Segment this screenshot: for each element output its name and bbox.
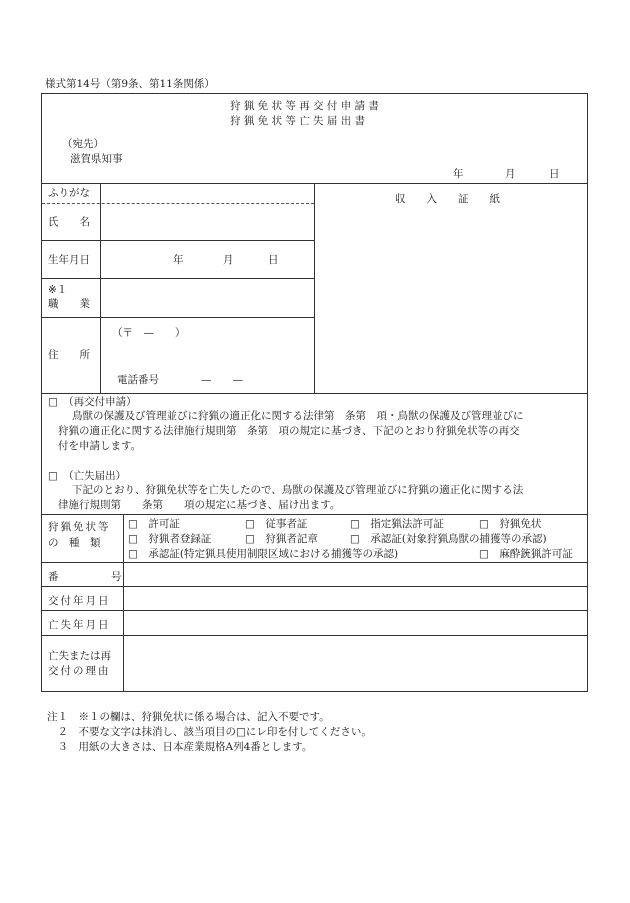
kind-method-permit: □ 指定猟法許可証 <box>350 518 444 530</box>
note-mark: ※１ <box>48 284 68 296</box>
occupation-label: 職 業 <box>48 298 90 310</box>
kind-badge: □ 狩猟者記章 <box>245 533 318 545</box>
date-month: 月 <box>505 168 516 180</box>
address-label: 住 所 <box>48 349 90 361</box>
phone-number: 電話番号 — — <box>117 374 243 386</box>
kind-registration: □ 狩猟者登録証 <box>128 533 212 545</box>
note-3: ３ 用紙の大きさは、日本産業規格A列4番とします。 <box>47 741 313 753</box>
birth-month: 月 <box>223 254 234 266</box>
kind-label-1: 狩猟免状等 <box>48 521 111 533</box>
kind-approval-area: □ 承認証(特定猟具使用制限区域における捕獲等の承認) <box>128 548 399 560</box>
reissue-text-3: 付を申請します。 <box>58 440 142 452</box>
reissue-checkbox-title: □ （再交付申請） <box>48 396 137 408</box>
form-title-reissue: 狩 猟 免 状 等 再 交 付 申 請 書 <box>230 100 379 112</box>
kind-hunting-license: □ 狩猟免状 <box>479 518 542 530</box>
loss-text-2: 律施行規則第 条第 項の規定に基づき、届け出ます。 <box>58 499 341 511</box>
kind-permit: □ 許可証 <box>128 518 180 530</box>
issue-date-label: 交付年月日 <box>48 595 111 607</box>
loss-date-label: 亡失年月日 <box>48 619 111 631</box>
form-number: 様式第14号（第9条、第11条関係） <box>45 78 215 90</box>
application-form <box>41 93 588 692</box>
birth-day: 日 <box>268 254 279 266</box>
form-title-loss: 狩 猟 免 状 等 亡 失 届 出 書 <box>230 115 366 127</box>
note-2: ２ 不要な文字は抹消し、該当項目の□にレ印を付してください。 <box>47 726 372 738</box>
kind-label-2: の 種 類 <box>48 537 101 549</box>
postal-code: （〒 — ） <box>112 327 186 339</box>
date-day: 日 <box>549 168 560 180</box>
birthdate-label: 生年月日 <box>48 254 90 266</box>
name-label: 氏 名 <box>48 216 90 228</box>
loss-text-1: 下記のとおり、狩猟免状等を亡失したので、鳥獣の保護及び管理並びに狩猟の適正化に関する法 <box>72 484 524 496</box>
birth-year: 年 <box>173 254 184 266</box>
addressee: 滋賀県知事 <box>70 153 123 165</box>
furigana-label: ふりがな <box>48 187 90 199</box>
revenue-stamp-area: 収 入 証 紙 <box>395 193 500 205</box>
reissue-text-2: 狩猟の適正化に関する法律施行規則第 条第 項の規定に基づき、下記のとおり狩猟免状等の再交 <box>58 425 520 437</box>
kind-tranquilizer: □ 麻酔銃猟許可証 <box>479 548 573 560</box>
loss-checkbox-title: □ （亡失届出） <box>48 470 127 482</box>
note-1: 注１ ※１の欄は、狩猟免状に係る場合は、記入不要です。 <box>47 711 330 723</box>
kind-worker-cert: □ 従事者証 <box>245 518 308 530</box>
reason-label-2: 交付の理由 <box>48 665 111 677</box>
reissue-text-1: 鳥獣の保護及び管理並びに狩猟の適正化に関する法律第 条第 項・鳥獣の保護及び管理並びに <box>72 410 524 422</box>
date-year: 年 <box>453 168 464 180</box>
kind-approval-target: □ 承認証(対象狩猟鳥獣の捕獲等の承認) <box>350 533 547 545</box>
number-label: 番 号 <box>48 571 122 583</box>
reason-label-1: 亡失または再 <box>48 650 111 662</box>
addressee-label: （宛先） <box>62 138 104 150</box>
